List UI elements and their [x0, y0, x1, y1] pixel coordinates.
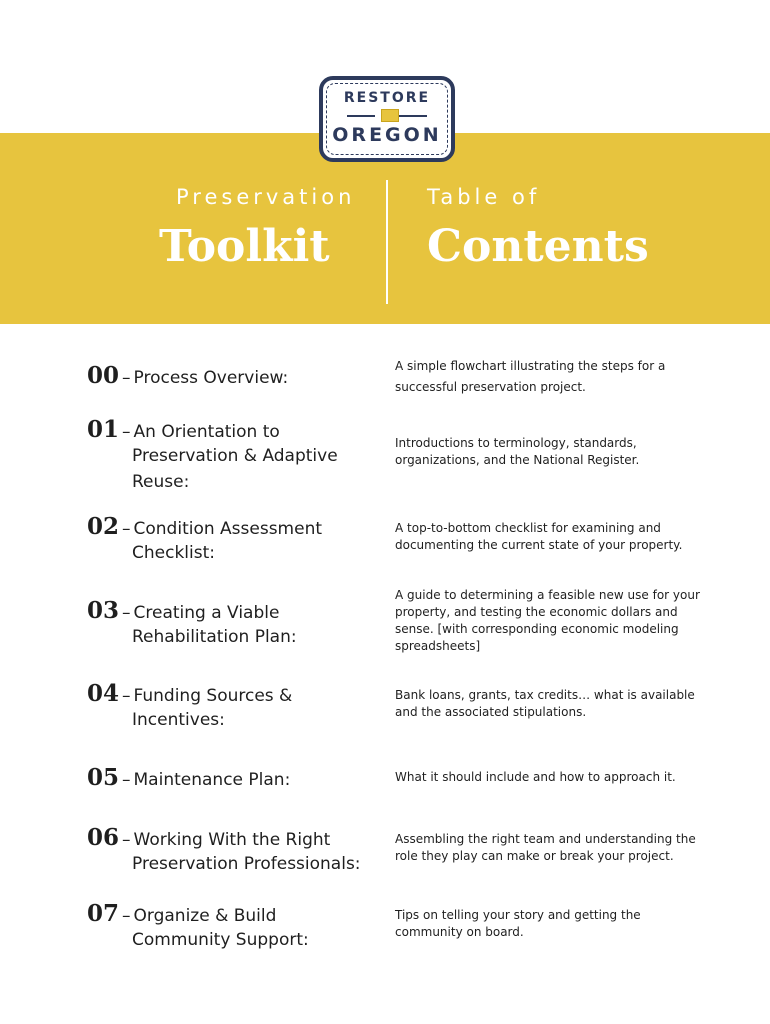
toc-entry-01: [87, 416, 387, 495]
toc-number: 06: [87, 824, 120, 851]
toc-description-03: [395, 587, 715, 655]
toc-title-continued: Preservation & Adaptive: [132, 446, 338, 466]
toc-description-line: and the associated stipulations.: [395, 705, 587, 719]
toc-dash: –: [122, 770, 131, 790]
toc-title: Working With the Right: [133, 830, 331, 850]
toc-description-line: A top-to-bottom checklist for examining and: [395, 521, 661, 535]
toc-title-continued: Community Support:: [132, 930, 309, 950]
banner-subtitle-table-of: Table of: [427, 185, 541, 209]
toc-dash: –: [122, 906, 131, 926]
toc-description-05: [395, 769, 715, 786]
toc-number: 04: [87, 680, 120, 707]
banner-title-toolkit: Toolkit: [159, 221, 330, 272]
toc-entry-03: [87, 597, 387, 650]
toc-number: 02: [87, 513, 120, 540]
toc-title: Organize & Build: [133, 906, 277, 926]
toc-dash: –: [122, 603, 131, 623]
toc-number: 00: [87, 362, 120, 389]
logo-word-bottom: OREGON: [332, 124, 442, 146]
toc-title-continued: Reuse:: [132, 472, 190, 492]
toc-dash: –: [122, 368, 131, 388]
toc-description-line: role they play can make or break your project.: [395, 849, 674, 863]
toc-description-line: property, and testing the economic dollars and: [395, 605, 678, 619]
banner-subtitle-preservation: Preservation: [176, 185, 356, 209]
toc-description-line: documenting the current state of your property.: [395, 538, 683, 552]
toc-dash: –: [122, 422, 131, 442]
toc-title-continued: Checklist:: [132, 543, 215, 563]
toc-title: An Orientation to: [133, 422, 280, 442]
toc-description-line: successful preservation project.: [395, 380, 586, 394]
toc-description-02: [395, 520, 715, 554]
toc-description-line: Bank loans, grants, tax credits… what is available: [395, 688, 695, 702]
toc-entry-07: [87, 900, 387, 953]
toc-title: Funding Sources &: [133, 686, 293, 706]
toc-description-line: Introductions to terminology, standards,: [395, 436, 637, 450]
logo-word-top: RESTORE: [343, 90, 431, 106]
toc-number: 03: [87, 597, 120, 624]
toc-description-line: Assembling the right team and understanding the: [395, 832, 696, 846]
toc-entry-02: [87, 513, 387, 566]
toc-entry-04: [87, 680, 387, 733]
toc-title-continued: Preservation Professionals:: [132, 854, 361, 874]
toc-description-line: What it should include and how to approach it.: [395, 770, 676, 784]
toc-title: Creating a Viable: [133, 603, 280, 623]
toc-description-06: [395, 831, 715, 865]
toc-description-00: [395, 358, 715, 396]
toc-description-line: organizations, and the National Register.: [395, 453, 640, 467]
toc-number: 07: [87, 900, 120, 927]
toc-title-continued: Incentives:: [132, 710, 225, 730]
toc-description-line: sense. [with corresponding economic modeling: [395, 622, 679, 636]
toc-description-line: Tips on telling your story and getting the: [395, 908, 641, 922]
toc-title: Process Overview:: [133, 368, 289, 388]
toc-entry-05: [87, 764, 387, 791]
toc-title: Maintenance Plan:: [133, 770, 291, 790]
toc-number: 05: [87, 764, 120, 791]
toc-title-continued: Rehabilitation Plan:: [132, 627, 297, 647]
toc-description-line: spreadsheets]: [395, 639, 481, 653]
toc-description-line: community on board.: [395, 925, 524, 939]
toc-dash: –: [122, 686, 131, 706]
toc-description-01: [395, 435, 715, 469]
toc-entry-00: [87, 362, 387, 389]
toc-dash: –: [122, 519, 131, 539]
toc-description-line: A guide to determining a feasible new use for your: [395, 588, 700, 602]
toc-description-04: [395, 687, 715, 721]
toc-title: Condition Assessment: [133, 519, 323, 539]
toc-entry-06: [87, 824, 387, 877]
toc-description-07: [395, 907, 715, 941]
toc-number: 01: [87, 416, 120, 443]
toc-dash: –: [122, 830, 131, 850]
banner-title-contents: Contents: [427, 221, 649, 272]
toc-description-line: A simple flowchart illustrating the steps for a: [395, 359, 666, 373]
